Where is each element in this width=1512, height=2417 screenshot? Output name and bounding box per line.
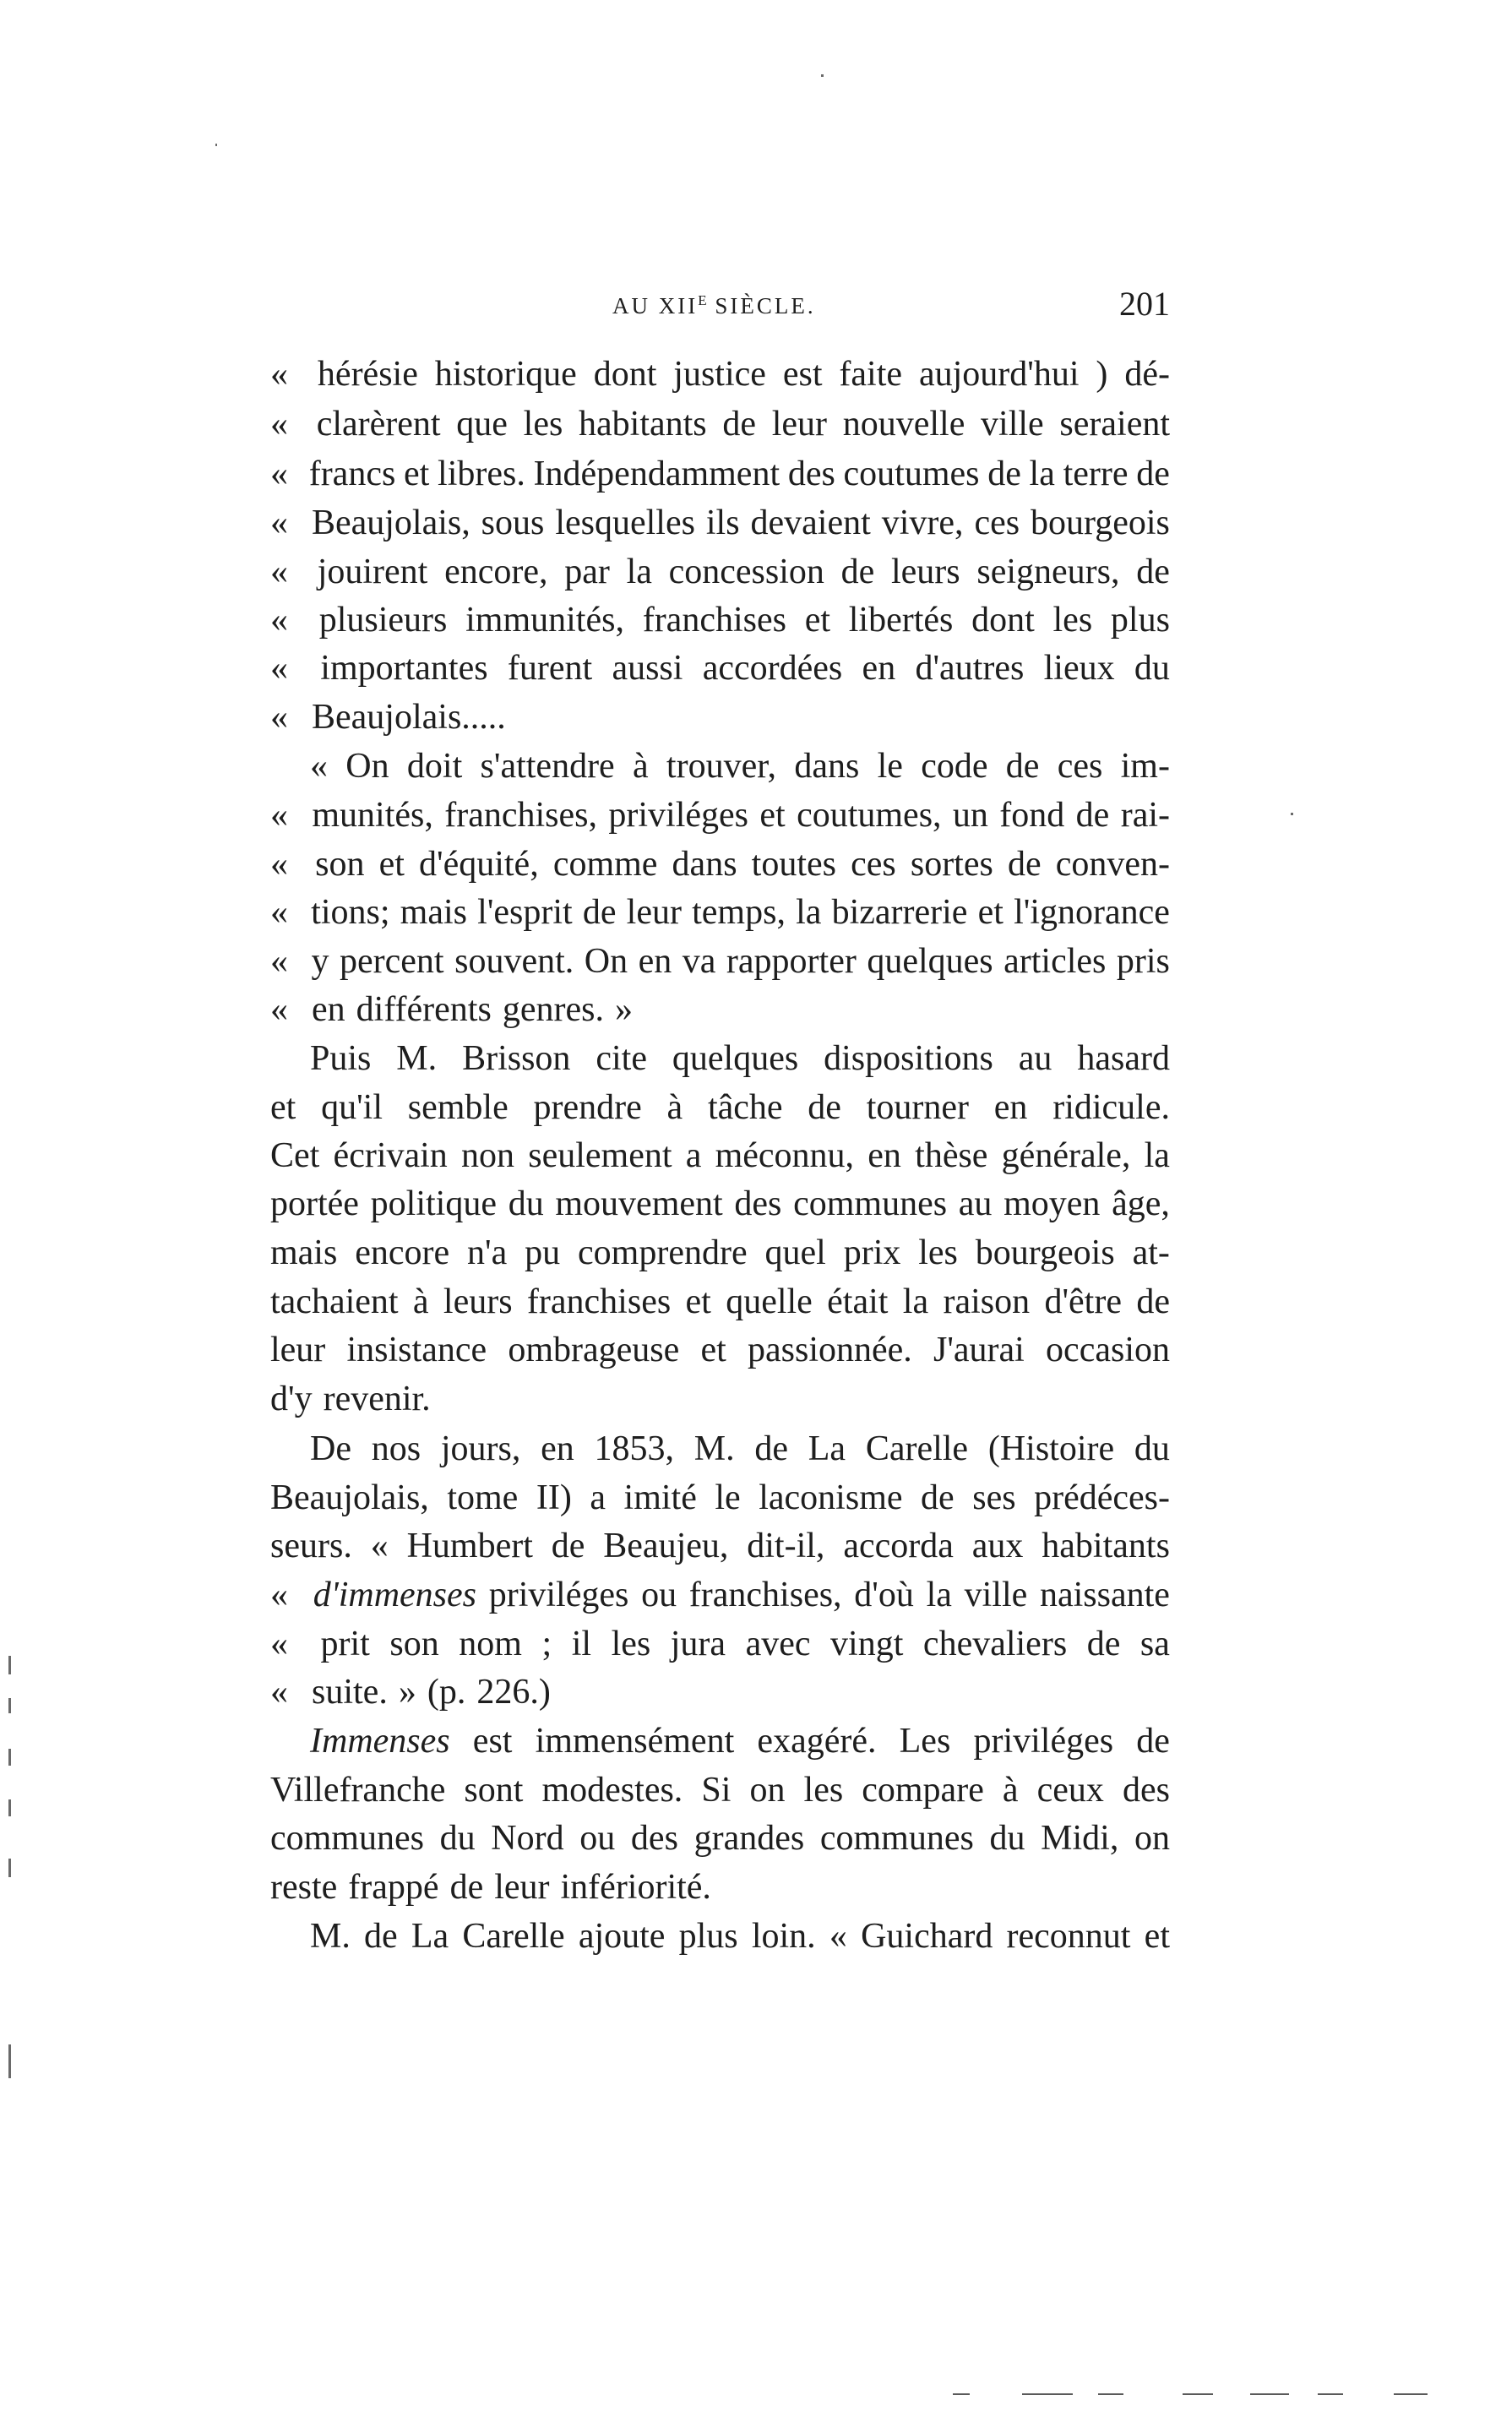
- text-line: Immenses est immensément exagéré. Les priviléges de: [310, 1722, 1170, 1761]
- text-line: seurs. « Humbert de Beaujeu, dit-il, accorda aux habitants: [270, 1527, 1170, 1565]
- text-line: De nos jours, en 1853, M. de La Carelle (Histoire du: [310, 1429, 1170, 1468]
- scan-speck: [8, 1698, 11, 1713]
- text-line: portée politique du mouvement des communes au moyen âge,: [270, 1184, 1170, 1223]
- text-line: d'y revenir.: [270, 1380, 431, 1418]
- running-header: [270, 285, 1170, 328]
- scan-speck: [215, 144, 217, 146]
- text-line: Villefranche sont modestes. Si on les compare à ceux des: [270, 1771, 1170, 1810]
- scan-edge-mark: [1022, 2393, 1073, 2395]
- text-line: mais encore n'a pu comprendre quel prix les bourgeois at-: [270, 1233, 1170, 1272]
- page-number: 201: [1119, 285, 1170, 323]
- text-line: « y percent souvent. On en va rapporter quelques articles pris: [270, 942, 1170, 981]
- running-title: AU $XII^E$ SIÈCLE.: [612, 292, 816, 318]
- scan-edge-mark: [1394, 2393, 1428, 2395]
- text-line: « suite. » (p. 226.): [270, 1673, 551, 1712]
- text-line: « son et d'équité, comme dans toutes ces sortes de conven-: [270, 845, 1170, 884]
- text-line: Cet écrivain non seulement a méconnu, en thèse générale, la: [270, 1136, 1170, 1175]
- scan-speck: [8, 1859, 11, 1877]
- scan-edge-mark: [1250, 2393, 1289, 2395]
- text-line: « importantes furent aussi accordées en d'autres lieux du: [270, 649, 1170, 688]
- scan-speck: [8, 1749, 11, 1766]
- scan-speck: [821, 74, 824, 77]
- scan-edge-mark: [1183, 2393, 1213, 2395]
- text-line: « hérésie historique dont justice est faite aujourd'hui ) dé-: [270, 355, 1170, 394]
- scan-speck: [8, 2044, 11, 2078]
- scan-edge-mark: [1098, 2393, 1123, 2395]
- text-line: communes du Nord ou des grandes communes du Midi, on: [270, 1819, 1170, 1858]
- text-line: « d'immenses priviléges ou franchises, d'où la ville naissante: [270, 1576, 1170, 1614]
- text-line: « jouirent encore, par la concession de leurs seigneurs, de: [270, 553, 1170, 591]
- text-line: tachaient à leurs franchises et quelle était la raison d'être de: [270, 1282, 1170, 1321]
- scan-speck: [1291, 813, 1293, 815]
- scan-edge-mark: [953, 2393, 970, 2395]
- text-line: « clarèrent que les habitants de leur nouvelle ville seraient: [270, 405, 1170, 444]
- text-line: « tions; mais l'esprit de leur temps, la bizarrerie et l'ignorance: [270, 893, 1170, 932]
- scan-speck: [8, 1799, 11, 1816]
- running-title-superscript: E: [698, 292, 707, 308]
- text-line: « Beaujolais.....: [270, 698, 506, 737]
- scan-edge-mark: [1318, 2393, 1343, 2395]
- text-line: « francs et libres. Indépendamment des coutumes de la terre de: [270, 455, 1170, 493]
- text-line: leur insistance ombrageuse et passionnée. J'aurai occasion: [270, 1331, 1170, 1369]
- text-line: « Beaujolais, sous lesquelles ils devaient vivre, ces bourgeois: [270, 504, 1170, 542]
- text-line: « On doit s'attendre à trouver, dans le code de ces im-: [310, 747, 1170, 786]
- text-line: Puis M. Brisson cite quelques dispositions au hasard: [310, 1039, 1170, 1078]
- text-line: « munités, franchises, priviléges et coutumes, un fond de rai-: [270, 796, 1170, 835]
- text-line: M. de La Carelle ajoute plus loin. « Guichard reconnut et: [310, 1917, 1170, 1956]
- text-line: « prit son nom ; il les jura avec vingt chevaliers de sa: [270, 1625, 1170, 1663]
- scan-speck: [8, 1656, 11, 1674]
- text-line: reste frappé de leur infériorité.: [270, 1868, 711, 1907]
- text-line: Beaujolais, tome II) a imité le laconisme de ses prédéces-: [270, 1478, 1170, 1517]
- text-line: et qu'il semble prendre à tâche de tourner en ridicule.: [270, 1088, 1170, 1127]
- text-line: « plusieurs immunités, franchises et libertés dont les plus: [270, 601, 1170, 640]
- text-line: « en différents genres. »: [270, 990, 633, 1029]
